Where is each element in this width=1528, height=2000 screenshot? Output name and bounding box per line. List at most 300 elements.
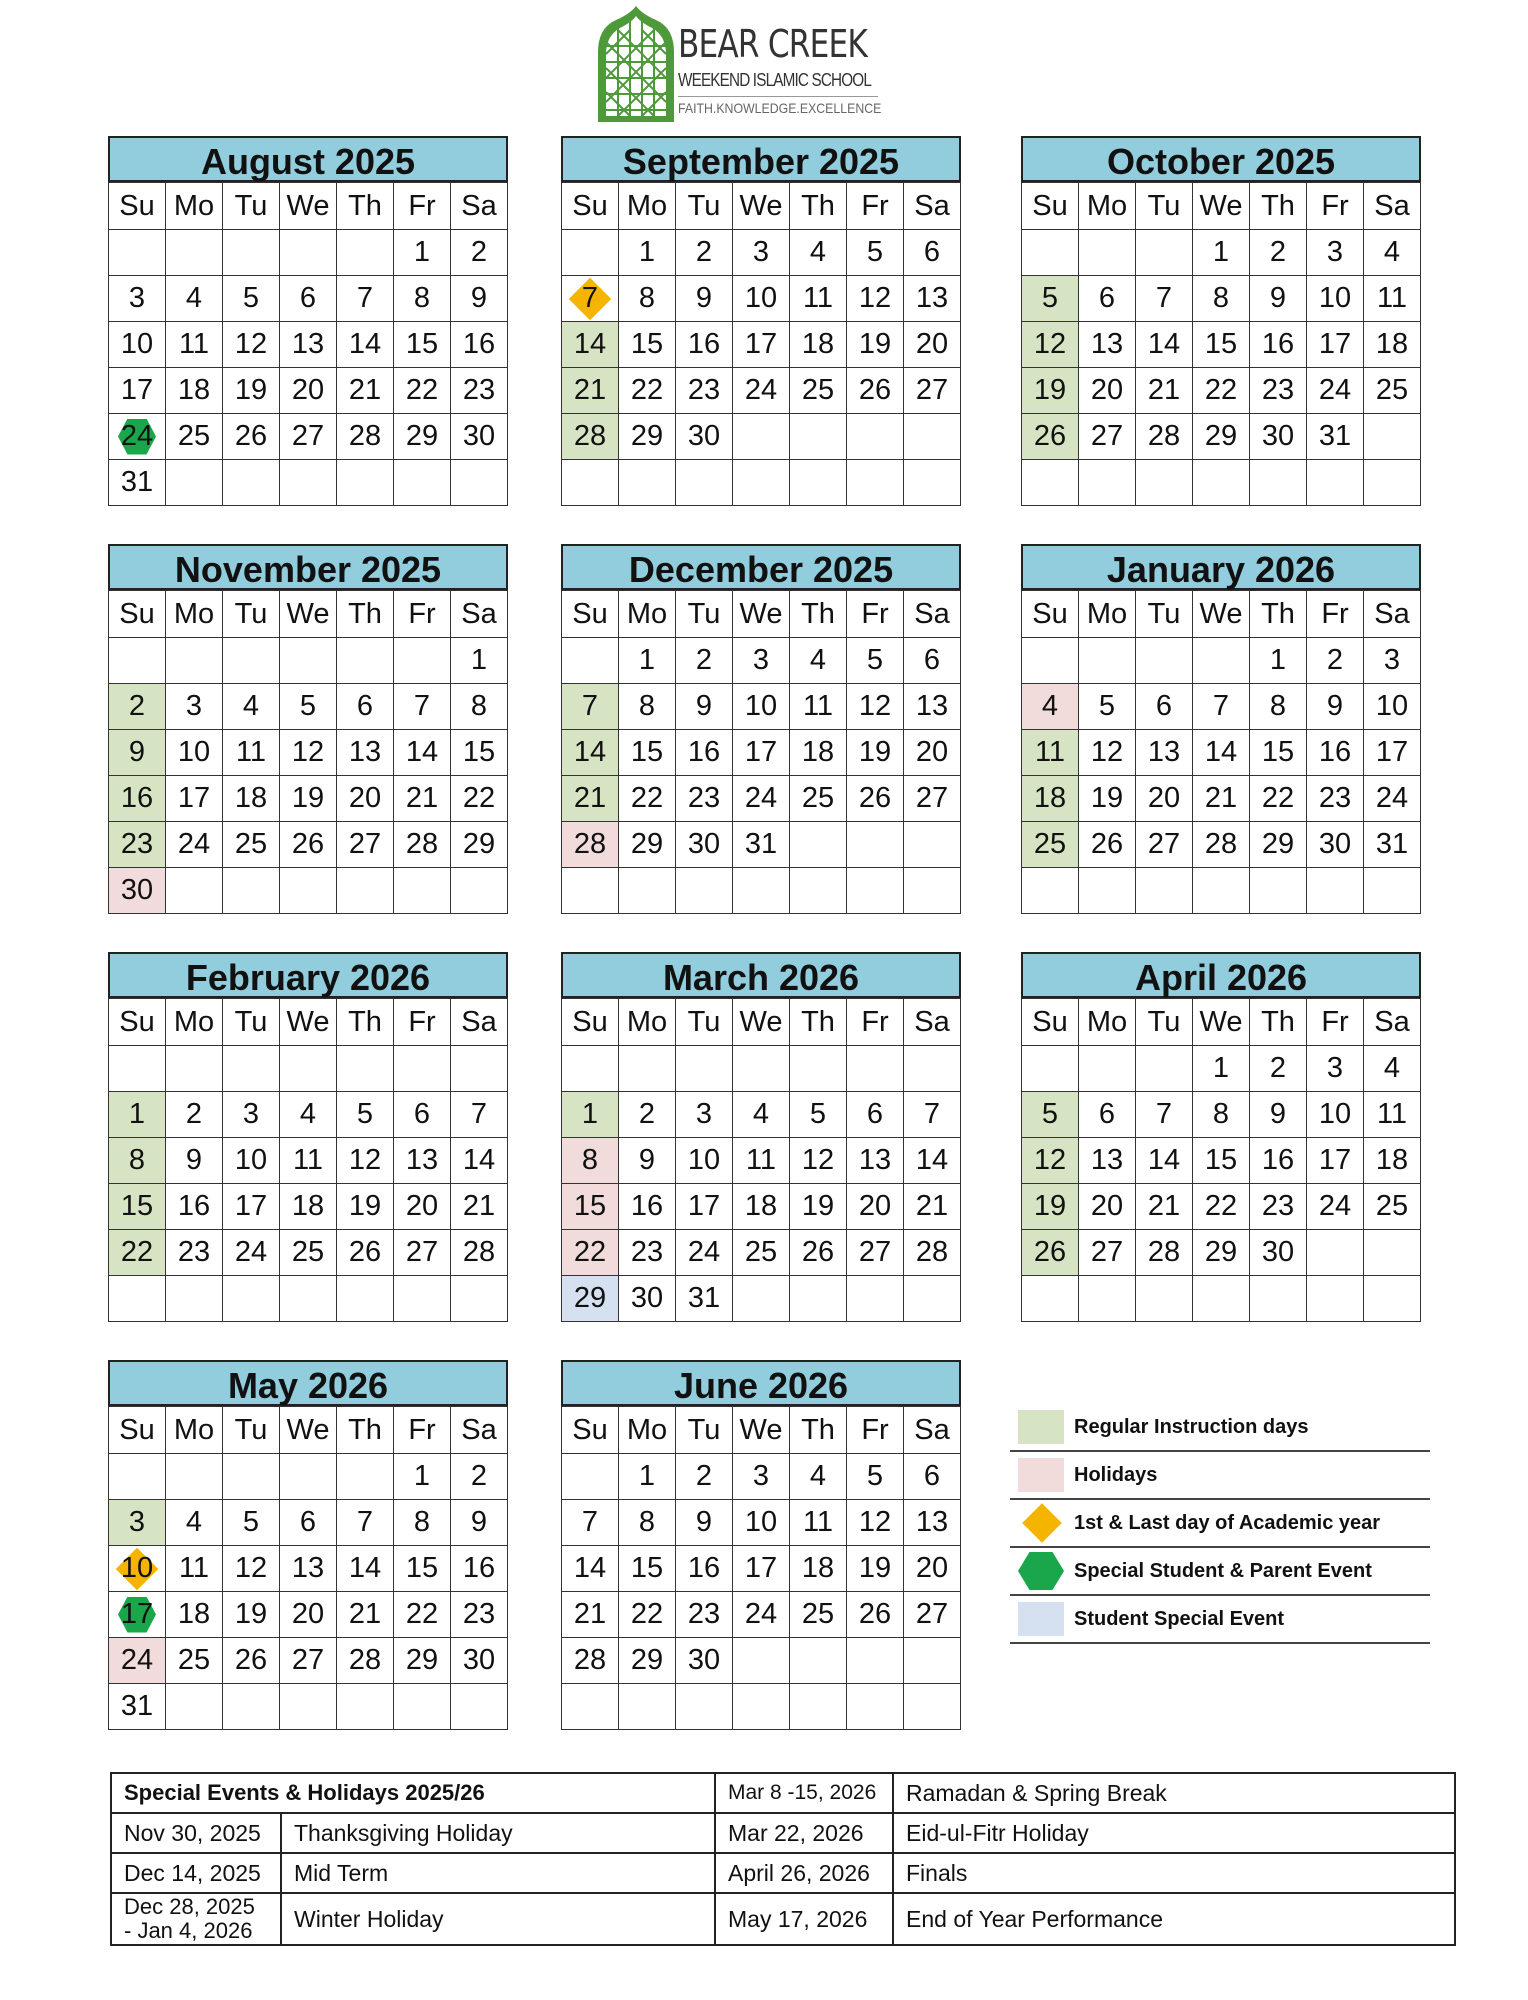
day-number: 6 <box>923 1460 941 1492</box>
day-number: 12 <box>234 1552 268 1584</box>
day-cell <box>1022 776 1079 822</box>
empty-day-cell <box>280 1046 337 1092</box>
weekday-label: Sa <box>451 1407 508 1454</box>
day-cell <box>847 1092 904 1138</box>
day-number: 15 <box>405 328 439 360</box>
day-number: 1 <box>128 1098 146 1130</box>
day-number: 7 <box>356 282 374 314</box>
week-row <box>109 1138 508 1184</box>
day-cell <box>451 730 508 776</box>
weekday-label: Fr <box>1307 183 1364 230</box>
day-cell <box>394 1230 451 1276</box>
day-cell <box>562 1592 619 1638</box>
day-number: 9 <box>470 1506 488 1538</box>
weekday-label: Fr <box>394 999 451 1046</box>
empty-day-cell <box>109 1454 166 1500</box>
day-number: 17 <box>744 328 778 360</box>
day-number: 19 <box>1033 1190 1067 1222</box>
day-cell <box>394 1184 451 1230</box>
event-name: Finals <box>893 1853 1455 1893</box>
week-row <box>562 1184 961 1230</box>
day-cell <box>619 368 676 414</box>
day-number: 23 <box>630 1236 664 1268</box>
empty-day-cell <box>733 460 790 506</box>
day-cell <box>109 1230 166 1276</box>
empty-day-cell <box>166 230 223 276</box>
empty-day-cell <box>847 822 904 868</box>
day-number: 24 <box>1318 1190 1352 1222</box>
month-calendar <box>561 136 961 506</box>
day-cell <box>904 230 961 276</box>
month-calendar <box>108 1360 508 1730</box>
day-number: 3 <box>128 282 146 314</box>
day-number: 1 <box>638 236 656 268</box>
day-number: 4 <box>809 1460 827 1492</box>
day-number: 30 <box>1261 1236 1295 1268</box>
day-number: 15 <box>120 1190 154 1222</box>
day-number: 27 <box>291 420 325 452</box>
weekday-label: Fr <box>1307 999 1364 1046</box>
day-cell <box>1250 1092 1307 1138</box>
weekday-label: Su <box>562 591 619 638</box>
month-calendar <box>108 952 508 1322</box>
day-number: 8 <box>638 690 656 722</box>
month-calendar <box>1021 952 1421 1322</box>
week-row <box>109 1638 508 1684</box>
day-number: 5 <box>1041 282 1059 314</box>
day-number: 19 <box>1033 374 1067 406</box>
day-cell <box>904 1230 961 1276</box>
month-calendar <box>1021 136 1421 506</box>
weekday-label: Sa <box>904 999 961 1046</box>
empty-day-cell <box>676 1046 733 1092</box>
empty-day-cell <box>280 1684 337 1730</box>
empty-day-cell <box>166 1046 223 1092</box>
day-cell <box>904 1454 961 1500</box>
weekday-label: Sa <box>451 591 508 638</box>
day-number: 27 <box>915 782 949 814</box>
empty-day-cell <box>904 1638 961 1684</box>
day-number: 15 <box>1204 328 1238 360</box>
week-row <box>1022 1138 1421 1184</box>
week-row <box>1022 1230 1421 1276</box>
day-cell <box>1022 368 1079 414</box>
day-cell <box>1364 1092 1421 1138</box>
empty-day-cell <box>1079 1046 1136 1092</box>
day-cell <box>790 276 847 322</box>
day-number: 24 <box>744 782 778 814</box>
week-row <box>562 684 961 730</box>
day-cell <box>280 776 337 822</box>
empty-day-cell <box>166 460 223 506</box>
day-number: 17 <box>744 736 778 768</box>
weekday-label: Fr <box>847 1407 904 1454</box>
day-number: 21 <box>1147 1190 1181 1222</box>
day-number: 8 <box>638 282 656 314</box>
day-cell <box>1307 822 1364 868</box>
day-cell <box>166 368 223 414</box>
day-number: 23 <box>177 1236 211 1268</box>
day-cell <box>1193 1230 1250 1276</box>
empty-day-cell <box>1022 868 1079 914</box>
day-number: 20 <box>1090 1190 1124 1222</box>
week-row <box>109 776 508 822</box>
day-cell <box>619 776 676 822</box>
day-cell <box>1022 822 1079 868</box>
day-number: 26 <box>234 420 268 452</box>
day-number: 8 <box>128 1144 146 1176</box>
day-number: 31 <box>120 466 154 498</box>
day-number: 20 <box>858 1190 892 1222</box>
day-cell <box>280 1546 337 1592</box>
week-row <box>562 776 961 822</box>
weekday-label: Su <box>109 183 166 230</box>
day-number: 29 <box>1261 828 1295 860</box>
day-cell <box>166 1138 223 1184</box>
day-cell <box>109 322 166 368</box>
day-cell <box>676 822 733 868</box>
week-row <box>109 730 508 776</box>
weekday-label: Mo <box>1079 591 1136 638</box>
day-number: 7 <box>1155 282 1173 314</box>
day-cell <box>1136 776 1193 822</box>
day-cell <box>562 276 619 322</box>
legend-item <box>1010 1596 1430 1644</box>
empty-day-cell <box>1079 1276 1136 1322</box>
day-cell <box>1136 730 1193 776</box>
day-cell <box>676 730 733 776</box>
month-title: May 2026 <box>108 1360 508 1406</box>
day-number: 16 <box>462 1552 496 1584</box>
empty-day-cell <box>1022 460 1079 506</box>
week-row <box>562 1684 961 1730</box>
day-cell <box>1364 730 1421 776</box>
empty-day-cell <box>280 638 337 684</box>
weekday-label: Fr <box>847 591 904 638</box>
day-cell <box>451 776 508 822</box>
day-number: 2 <box>470 1460 488 1492</box>
day-number: 8 <box>413 1506 431 1538</box>
day-cell <box>733 638 790 684</box>
day-cell <box>1307 1046 1364 1092</box>
month-title: June 2026 <box>561 1360 961 1406</box>
weekday-label: Th <box>337 999 394 1046</box>
day-cell <box>1364 1184 1421 1230</box>
day-number: 24 <box>234 1236 268 1268</box>
day-number: 25 <box>1375 1190 1409 1222</box>
day-cell <box>109 1092 166 1138</box>
week-row <box>109 1684 508 1730</box>
day-number: 2 <box>128 690 146 722</box>
day-cell <box>733 1138 790 1184</box>
day-cell <box>733 684 790 730</box>
weekday-label: Su <box>1022 591 1079 638</box>
day-cell <box>1250 776 1307 822</box>
weekday-header-row <box>109 591 508 638</box>
weekday-label: Tu <box>1136 999 1193 1046</box>
day-number: 28 <box>405 828 439 860</box>
day-number: 30 <box>120 874 154 906</box>
day-cell <box>280 730 337 776</box>
empty-day-cell <box>904 1046 961 1092</box>
weekday-label: Th <box>1250 999 1307 1046</box>
weekday-label: Su <box>109 591 166 638</box>
day-number: 10 <box>687 1144 721 1176</box>
day-cell <box>166 1092 223 1138</box>
day-number: 15 <box>1261 736 1295 768</box>
day-number: 14 <box>573 1552 607 1584</box>
day-number: 18 <box>801 736 835 768</box>
day-cell <box>451 1092 508 1138</box>
day-number: 12 <box>858 1506 892 1538</box>
day-number: 25 <box>177 420 211 452</box>
day-cell <box>394 776 451 822</box>
month-title: November 2025 <box>108 544 508 590</box>
day-number: 28 <box>573 420 607 452</box>
day-cell <box>1079 276 1136 322</box>
week-row <box>1022 684 1421 730</box>
day-cell <box>1364 776 1421 822</box>
day-number: 13 <box>405 1144 439 1176</box>
weekday-header-row <box>562 1407 961 1454</box>
day-cell <box>619 1092 676 1138</box>
day-number: 21 <box>1204 782 1238 814</box>
day-number: 26 <box>858 1598 892 1630</box>
empty-day-cell <box>733 868 790 914</box>
day-number: 7 <box>1212 690 1230 722</box>
day-cell <box>562 1546 619 1592</box>
day-number: 22 <box>1261 782 1295 814</box>
empty-day-cell <box>790 1684 847 1730</box>
weekday-header-row <box>109 183 508 230</box>
day-cell <box>1364 1138 1421 1184</box>
day-number: 8 <box>1212 1098 1230 1130</box>
day-number: 30 <box>687 828 721 860</box>
day-number: 23 <box>687 782 721 814</box>
empty-day-cell <box>1136 638 1193 684</box>
empty-day-cell <box>1250 868 1307 914</box>
day-number: 11 <box>178 328 210 360</box>
day-cell <box>847 730 904 776</box>
empty-day-cell <box>1022 638 1079 684</box>
day-number: 18 <box>177 374 211 406</box>
empty-day-cell <box>1079 638 1136 684</box>
empty-day-cell <box>280 1454 337 1500</box>
table-row <box>111 1893 1455 1945</box>
day-number: 22 <box>1204 1190 1238 1222</box>
empty-day-cell <box>166 868 223 914</box>
day-cell <box>1022 730 1079 776</box>
day-cell <box>733 1546 790 1592</box>
day-cell <box>1250 322 1307 368</box>
day-cell <box>847 684 904 730</box>
day-cell <box>1307 1184 1364 1230</box>
day-cell <box>619 1276 676 1322</box>
day-number: 25 <box>801 374 835 406</box>
day-number: 1 <box>581 1098 599 1130</box>
day-cell <box>223 730 280 776</box>
weekday-label: Th <box>1250 183 1307 230</box>
day-cell <box>790 1138 847 1184</box>
day-cell <box>562 1276 619 1322</box>
week-row <box>1022 276 1421 322</box>
empty-day-cell <box>562 638 619 684</box>
empty-day-cell <box>733 1638 790 1684</box>
day-number: 4 <box>185 1506 203 1538</box>
day-cell <box>1364 230 1421 276</box>
day-number: 16 <box>1318 736 1352 768</box>
day-number: 16 <box>630 1190 664 1222</box>
day-number: 14 <box>348 328 382 360</box>
day-cell <box>337 1092 394 1138</box>
empty-day-cell <box>1307 1276 1364 1322</box>
day-number: 5 <box>1098 690 1116 722</box>
day-number: 28 <box>462 1236 496 1268</box>
empty-day-cell <box>1364 1276 1421 1322</box>
day-number: 28 <box>573 1644 607 1676</box>
day-number: 22 <box>405 1598 439 1630</box>
day-number: 11 <box>1376 282 1408 314</box>
day-number: 26 <box>1033 420 1067 452</box>
day-cell <box>280 1092 337 1138</box>
weekday-label: We <box>733 1407 790 1454</box>
day-number: 14 <box>1147 1144 1181 1176</box>
day-cell <box>619 1138 676 1184</box>
day-cell <box>166 1592 223 1638</box>
day-cell <box>790 1546 847 1592</box>
legend <box>1010 1404 1430 1644</box>
day-cell <box>223 1500 280 1546</box>
day-cell <box>1250 230 1307 276</box>
event-date: April 26, 2026 <box>715 1853 893 1893</box>
day-number: 17 <box>687 1190 721 1222</box>
empty-day-cell <box>223 1454 280 1500</box>
event-date: Dec 14, 2025 <box>111 1853 281 1893</box>
day-cell <box>166 684 223 730</box>
weekday-label: Su <box>562 999 619 1046</box>
day-number: 22 <box>630 1598 664 1630</box>
legend-item <box>1010 1500 1430 1548</box>
empty-day-cell <box>337 1046 394 1092</box>
day-number: 21 <box>462 1190 496 1222</box>
empty-day-cell <box>676 868 733 914</box>
month-title: September 2025 <box>561 136 961 182</box>
day-cell <box>904 1500 961 1546</box>
day-cell <box>1364 1046 1421 1092</box>
day-cell <box>223 1092 280 1138</box>
day-cell <box>109 868 166 914</box>
day-number: 27 <box>405 1236 439 1268</box>
day-number: 19 <box>1090 782 1124 814</box>
week-row <box>562 1138 961 1184</box>
day-cell <box>790 1500 847 1546</box>
day-number: 30 <box>687 420 721 452</box>
day-cell <box>166 276 223 322</box>
week-row <box>1022 638 1421 684</box>
day-cell <box>619 322 676 368</box>
empty-day-cell <box>904 822 961 868</box>
day-cell <box>280 1138 337 1184</box>
day-number: 28 <box>915 1236 949 1268</box>
day-cell <box>1193 776 1250 822</box>
day-number: 15 <box>1204 1144 1238 1176</box>
empty-day-cell <box>847 868 904 914</box>
day-number: 25 <box>1033 828 1067 860</box>
day-cell <box>451 1500 508 1546</box>
week-row <box>562 1276 961 1322</box>
day-number: 13 <box>1147 736 1181 768</box>
day-cell <box>280 684 337 730</box>
week-row <box>562 638 961 684</box>
day-number: 10 <box>120 1552 154 1584</box>
day-number: 13 <box>291 328 325 360</box>
empty-day-cell <box>166 1276 223 1322</box>
empty-day-cell <box>109 638 166 684</box>
empty-day-cell <box>337 1684 394 1730</box>
day-cell <box>676 1230 733 1276</box>
empty-day-cell <box>451 868 508 914</box>
weekday-label: We <box>1193 183 1250 230</box>
empty-day-cell <box>1022 230 1079 276</box>
weekday-label: Mo <box>619 591 676 638</box>
week-row <box>1022 822 1421 868</box>
day-number: 4 <box>1383 236 1401 268</box>
legend-swatch <box>1018 1410 1064 1444</box>
week-row <box>562 1092 961 1138</box>
day-number: 11 <box>1376 1098 1408 1130</box>
legend-label: 1st & Last day of Academic year <box>1074 1512 1381 1534</box>
day-number: 1 <box>470 644 488 676</box>
day-cell <box>1079 1184 1136 1230</box>
empty-day-cell <box>394 638 451 684</box>
empty-day-cell <box>619 460 676 506</box>
day-cell <box>166 1230 223 1276</box>
day-cell <box>1136 322 1193 368</box>
day-cell <box>1193 1138 1250 1184</box>
day-number: 9 <box>185 1144 203 1176</box>
events-table <box>110 1772 1456 1946</box>
day-number: 4 <box>752 1098 770 1130</box>
day-cell <box>337 1500 394 1546</box>
day-number: 13 <box>915 1506 949 1538</box>
day-cell <box>904 638 961 684</box>
empty-day-cell <box>337 230 394 276</box>
day-cell <box>1022 322 1079 368</box>
day-cell <box>562 684 619 730</box>
day-number: 25 <box>234 828 268 860</box>
day-number: 5 <box>866 1460 884 1492</box>
day-number: 20 <box>348 782 382 814</box>
day-cell <box>904 1138 961 1184</box>
day-cell <box>1250 414 1307 460</box>
day-number: 27 <box>1147 828 1181 860</box>
week-row <box>562 868 961 914</box>
day-number: 5 <box>242 1506 260 1538</box>
week-row <box>109 276 508 322</box>
day-number: 11 <box>1034 736 1066 768</box>
empty-day-cell <box>280 460 337 506</box>
month-title: January 2026 <box>1021 544 1421 590</box>
day-cell <box>394 368 451 414</box>
table-row <box>111 1773 1455 1813</box>
day-cell <box>223 368 280 414</box>
day-number: 19 <box>291 782 325 814</box>
empty-day-cell <box>619 868 676 914</box>
day-cell <box>1307 684 1364 730</box>
day-number: 17 <box>120 374 154 406</box>
day-number: 30 <box>1318 828 1352 860</box>
empty-day-cell <box>1193 1276 1250 1322</box>
